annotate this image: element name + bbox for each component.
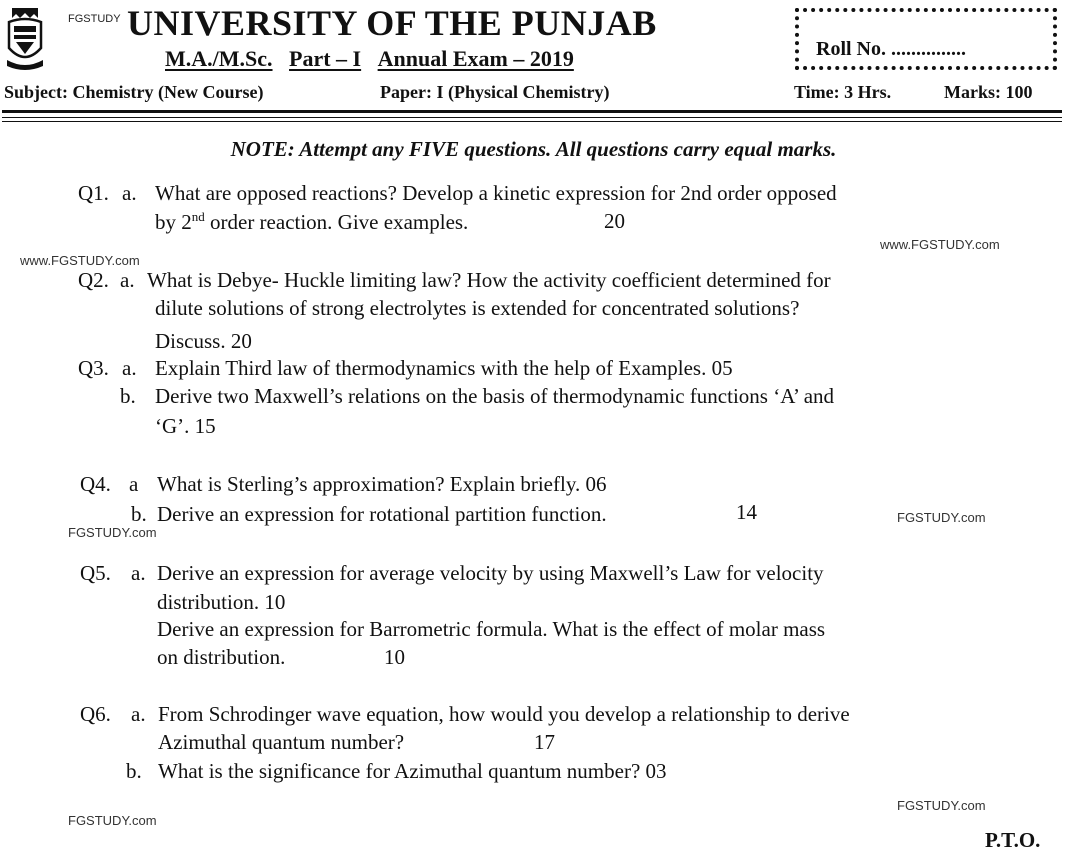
watermark: FGSTUDY.com (68, 525, 157, 540)
header-rule-thin (2, 117, 1062, 118)
exam-name: Annual Exam – 2019 (377, 46, 574, 71)
q5-a-line3: Derive an expression for Barrometric formula. What is the effect of molar mass (157, 617, 826, 641)
q4-a-label: a (129, 472, 139, 496)
q6-b-label: b. (126, 759, 142, 783)
q4-b-label: b. (131, 502, 147, 526)
q4-a-line1: What is Sterling’s approximation? Explain briefly. 06 (157, 472, 607, 496)
part: Part – I (289, 46, 362, 71)
q6-a-line2: Azimuthal quantum number? (158, 730, 405, 754)
q3-a-line1: Explain Third law of thermodynamics with the help of Examples. 05 (155, 356, 733, 380)
q3-b-line2: ‘G’. 15 (155, 414, 216, 438)
q6-a-marks: 17 (534, 730, 555, 754)
university-crest-icon (4, 4, 46, 74)
time: Time: 3 Hrs. (794, 82, 892, 102)
marks: Marks: 100 (944, 82, 1033, 102)
q1-a-line2: by 2nd order reaction. Give examples. (155, 209, 469, 234)
header-rule-thick (2, 110, 1062, 113)
degree: M.A./M.Sc. (165, 46, 273, 71)
q6-number: Q6. (80, 702, 111, 726)
watermark: FGSTUDY.com (897, 798, 986, 813)
q1-number: Q1. (78, 181, 109, 205)
q2-a-line3: Discuss. 20 (155, 329, 252, 353)
watermark: www.FGSTUDY.com (20, 253, 140, 268)
university-title: UNIVERSITY OF THE PUNJAB (127, 3, 657, 43)
q5-a-marks: 10 (384, 645, 405, 669)
q3-a-label: a. (122, 356, 137, 380)
q1-a-marks: 20 (604, 209, 625, 233)
page-turn-over: P.T.O. (985, 828, 1041, 852)
q2-a-label: a. (120, 268, 135, 292)
q5-a-line1: Derive an expression for average velocity by using Maxwell’s Law for velocity (157, 561, 824, 585)
q6-b-line1: What is the significance for Azimuthal quantum number? 03 (158, 759, 667, 783)
q6-a-label: a. (131, 702, 146, 726)
q4-number: Q4. (80, 472, 111, 496)
header-rule-thin-2 (2, 121, 1062, 122)
q4-b-line1: Derive an expression for rotational partition function. (157, 502, 607, 526)
q3-b-label: b. (120, 384, 136, 408)
exam-note: NOTE: Attempt any FIVE questions. All questions carry equal marks. (230, 137, 837, 161)
header-tag: FGSTUDY (68, 13, 121, 25)
q5-a-line4: on distribution. (157, 645, 286, 669)
exam-subtitle (165, 46, 574, 72)
q3-b-line1: Derive two Maxwell’s relations on the basis of thermodynamic functions ‘A’ and (155, 384, 835, 408)
q5-number: Q5. (80, 561, 111, 585)
q1-a-line1: What are opposed reactions? Develop a kinetic expression for 2nd order opposed (155, 181, 837, 205)
watermark: FGSTUDY.com (897, 510, 986, 525)
q1-a-label: a. (122, 181, 137, 205)
q2-number: Q2. (78, 268, 109, 292)
q2-a-line1: What is Debye- Huckle limiting law? How the activity coefficient determined for (147, 268, 831, 292)
paper: Paper: I (Physical Chemistry) (380, 82, 610, 102)
subject: Subject: Chemistry (New Course) (4, 82, 264, 102)
roll-number-label: Roll No. ............... (816, 38, 966, 60)
q5-a-label: a. (131, 561, 146, 585)
watermark: www.FGSTUDY.com (880, 237, 1000, 252)
watermark: FGSTUDY.com (68, 813, 157, 828)
q2-a-line2: dilute solutions of strong electrolytes is extended for concentrated solutions? (155, 296, 800, 320)
q3-number: Q3. (78, 356, 109, 380)
q5-a-line2: distribution. 10 (157, 590, 286, 614)
q4-b-marks: 14 (736, 500, 757, 524)
q6-a-line1: From Schrodinger wave equation, how would you develop a relationship to derive (158, 702, 850, 726)
